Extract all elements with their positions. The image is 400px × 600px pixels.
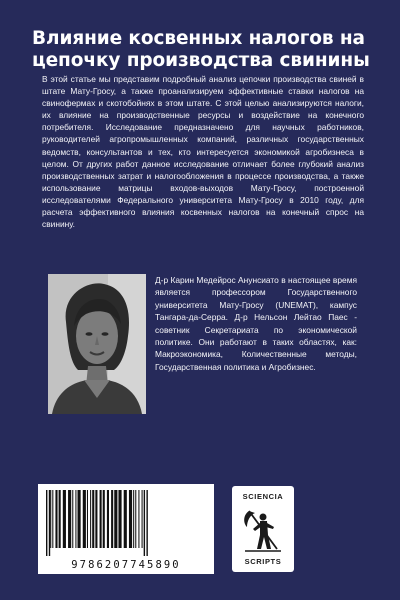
barcode-bar <box>111 490 113 548</box>
figure-with-scythe-icon <box>241 503 285 555</box>
barcode-bar <box>72 490 73 548</box>
book-title-line-1: Влияние косвенных налогов на <box>32 28 365 49</box>
barcode-bar <box>52 490 53 548</box>
barcode-bar <box>103 490 105 548</box>
book-title <box>32 28 372 72</box>
barcode-bar <box>90 490 91 548</box>
barcode-bars <box>44 490 208 556</box>
barcode-bar <box>63 490 66 548</box>
barcode-bar <box>138 490 139 548</box>
barcode-bar <box>59 490 61 548</box>
barcode-bar <box>118 490 121 548</box>
barcode-bar <box>83 490 86 548</box>
barcode-guard-bar <box>146 490 147 556</box>
barcode-bar <box>100 490 102 548</box>
barcode-bar <box>133 490 134 548</box>
barcode-guard-bar <box>49 490 50 556</box>
book-title-line-2: цепочку производства свинины <box>32 50 370 71</box>
author-photo <box>48 274 146 414</box>
barcode-bar <box>92 490 94 548</box>
publisher-logo-top-text: SCIENCIA <box>242 492 284 501</box>
author-bio: Д-р Карин Медейрос Анунсиато в настоящее время является профессором Государственного университета Мату-Гросу (UNEMAT), кампус Тангара-да-Серра. Д-р Нельсон Лейтао Паес - советник Секретариата по экономической политике. Они работают в таких областях, как: Макроэкономика, Количественные методы, Государственная политика и Агробизнес. <box>155 275 357 372</box>
barcode-bar <box>75 490 76 548</box>
barcode-bar <box>78 490 81 548</box>
author-portrait-icon <box>48 274 146 414</box>
barcode-bar <box>50 490 51 548</box>
barcode-digits: 9786207745890 <box>71 559 181 571</box>
barcode-bar <box>114 490 117 548</box>
isbn-barcode <box>38 484 214 574</box>
barcode-bar <box>135 490 136 548</box>
publisher-logo <box>232 486 294 572</box>
barcode-bar <box>129 490 132 548</box>
barcode-bar <box>55 490 57 548</box>
barcode-bar <box>107 490 109 548</box>
barcode-bar <box>95 490 97 548</box>
publisher-logo-bottom-text: SCRIPTS <box>244 557 282 566</box>
barcode-guard-bar <box>144 490 145 556</box>
barcode-bar <box>87 490 88 548</box>
barcode-bar <box>68 490 71 548</box>
barcode-bar <box>142 490 143 548</box>
book-abstract: В этой статье мы представим подробный анализ цепочки производства свиней в штате Мату-Гросу, а также проанализируем эффективные ставки налогов на свинофермах и скотобойнях в этом штате. С этой целью анализируются налоги, их влияние на производственные ресурсы и воздействие на конечного потребителя. Исследование предназначено для научных работников, руководителей агропромышленных компаний, различных государственных ведомств, консультантов и тех, кто интересуется экономикой агробизнеса в целом. От других работ данное исследование отличает более глубокий анализ производственных затрат и налогообложения в процессе производства, а также использование матрицы входов-выходов Мату-Гросу, построенной исследователями Федерального университета Мату-Гросу в 2010 году, для расчета эффективного влияния косвенных налогов на конечный спрос на свинину. <box>42 74 364 230</box>
barcode-bar <box>124 490 127 548</box>
barcode-guard-bar <box>46 490 47 556</box>
